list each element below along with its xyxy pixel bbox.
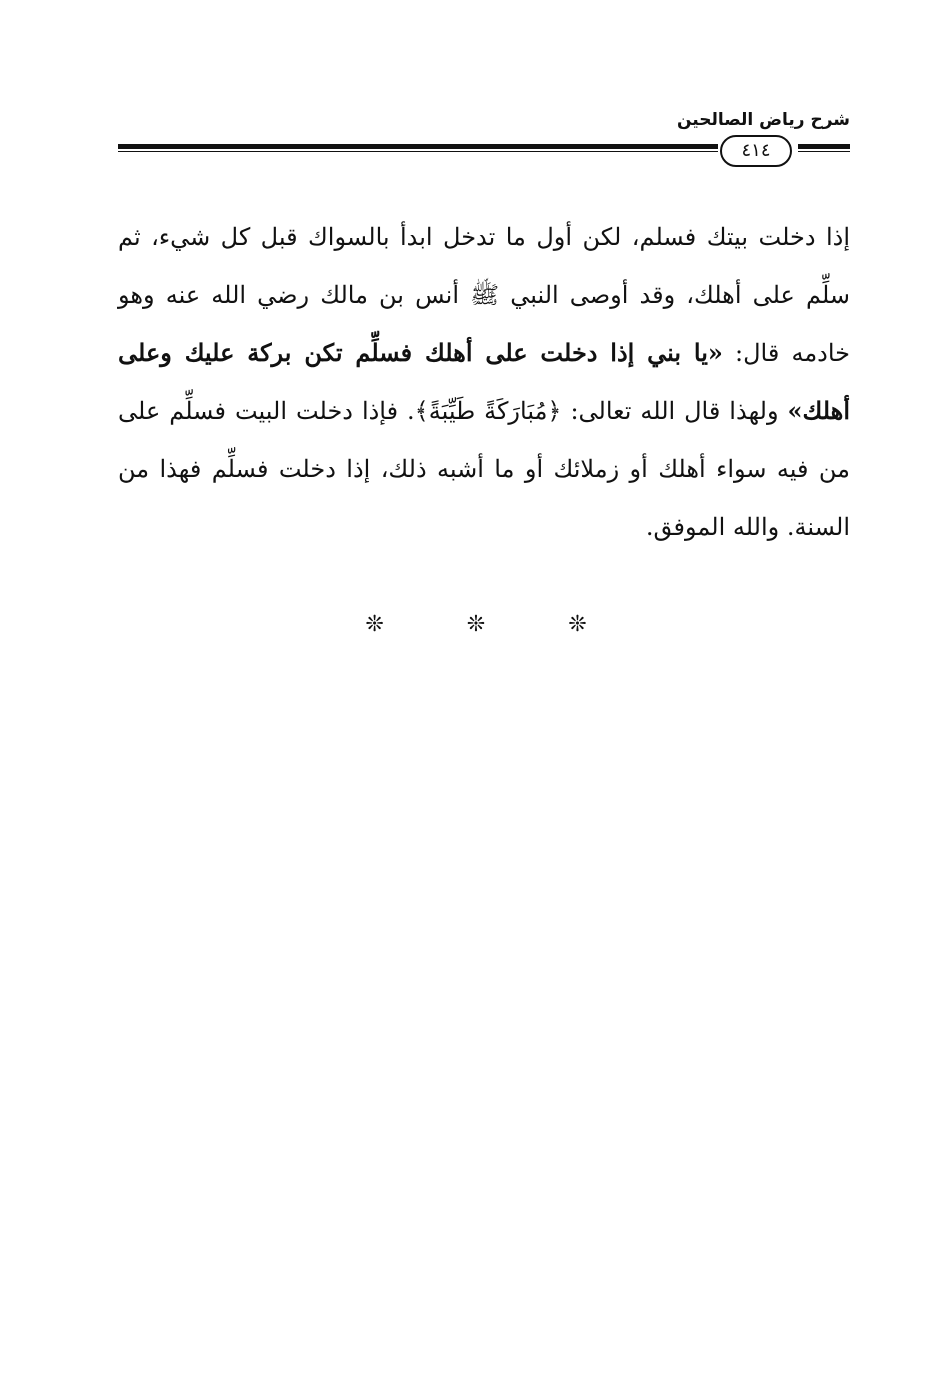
body-text-part-1: إذا دخلت بيتك فسلم، لكن أول ما تدخل ابدأ بالسواك قبل كل شيء، ثم سلِّم على أهلك، وقد أوصى النبي ﷺ أنس بن مالك رضي الله عنه وهو خادمه قال:	[118, 223, 851, 367]
body-paragraph	[118, 208, 850, 556]
body-text-part-3: . فإذا دخلت البيت فسلِّم على من فيه سواء أهلك أو زملائك أو ما أشبه ذلك، إذا دخلت فسلِّم فهذا من السنة. والله الموفق.	[118, 397, 850, 541]
body-text-part-2: ولهذا قال الله تعالى:	[561, 397, 788, 425]
quran-verse: ﴿مُبَارَكَةً طَيِّبَةً﴾	[414, 397, 562, 425]
section-separator	[0, 612, 952, 637]
header-rule-thin	[118, 151, 718, 152]
running-title: شرح رياض الصالحين	[676, 110, 850, 130]
header-rule-left-thin	[798, 151, 850, 152]
page-header	[118, 108, 850, 168]
header-rule-thick	[118, 144, 718, 149]
page-number: ٤١٤	[720, 135, 792, 167]
separator-asterisk-icon: ❊	[365, 612, 384, 637]
header-rule-left-thick	[798, 144, 850, 149]
separator-asterisk-icon: ❊	[568, 612, 587, 637]
separator-asterisk-icon: ❊	[466, 612, 486, 637]
hadith-quote: «يا بني إذا دخلت على أهلك فسلِّم تكن بركة عليك وعلى أهلك»	[118, 338, 850, 425]
